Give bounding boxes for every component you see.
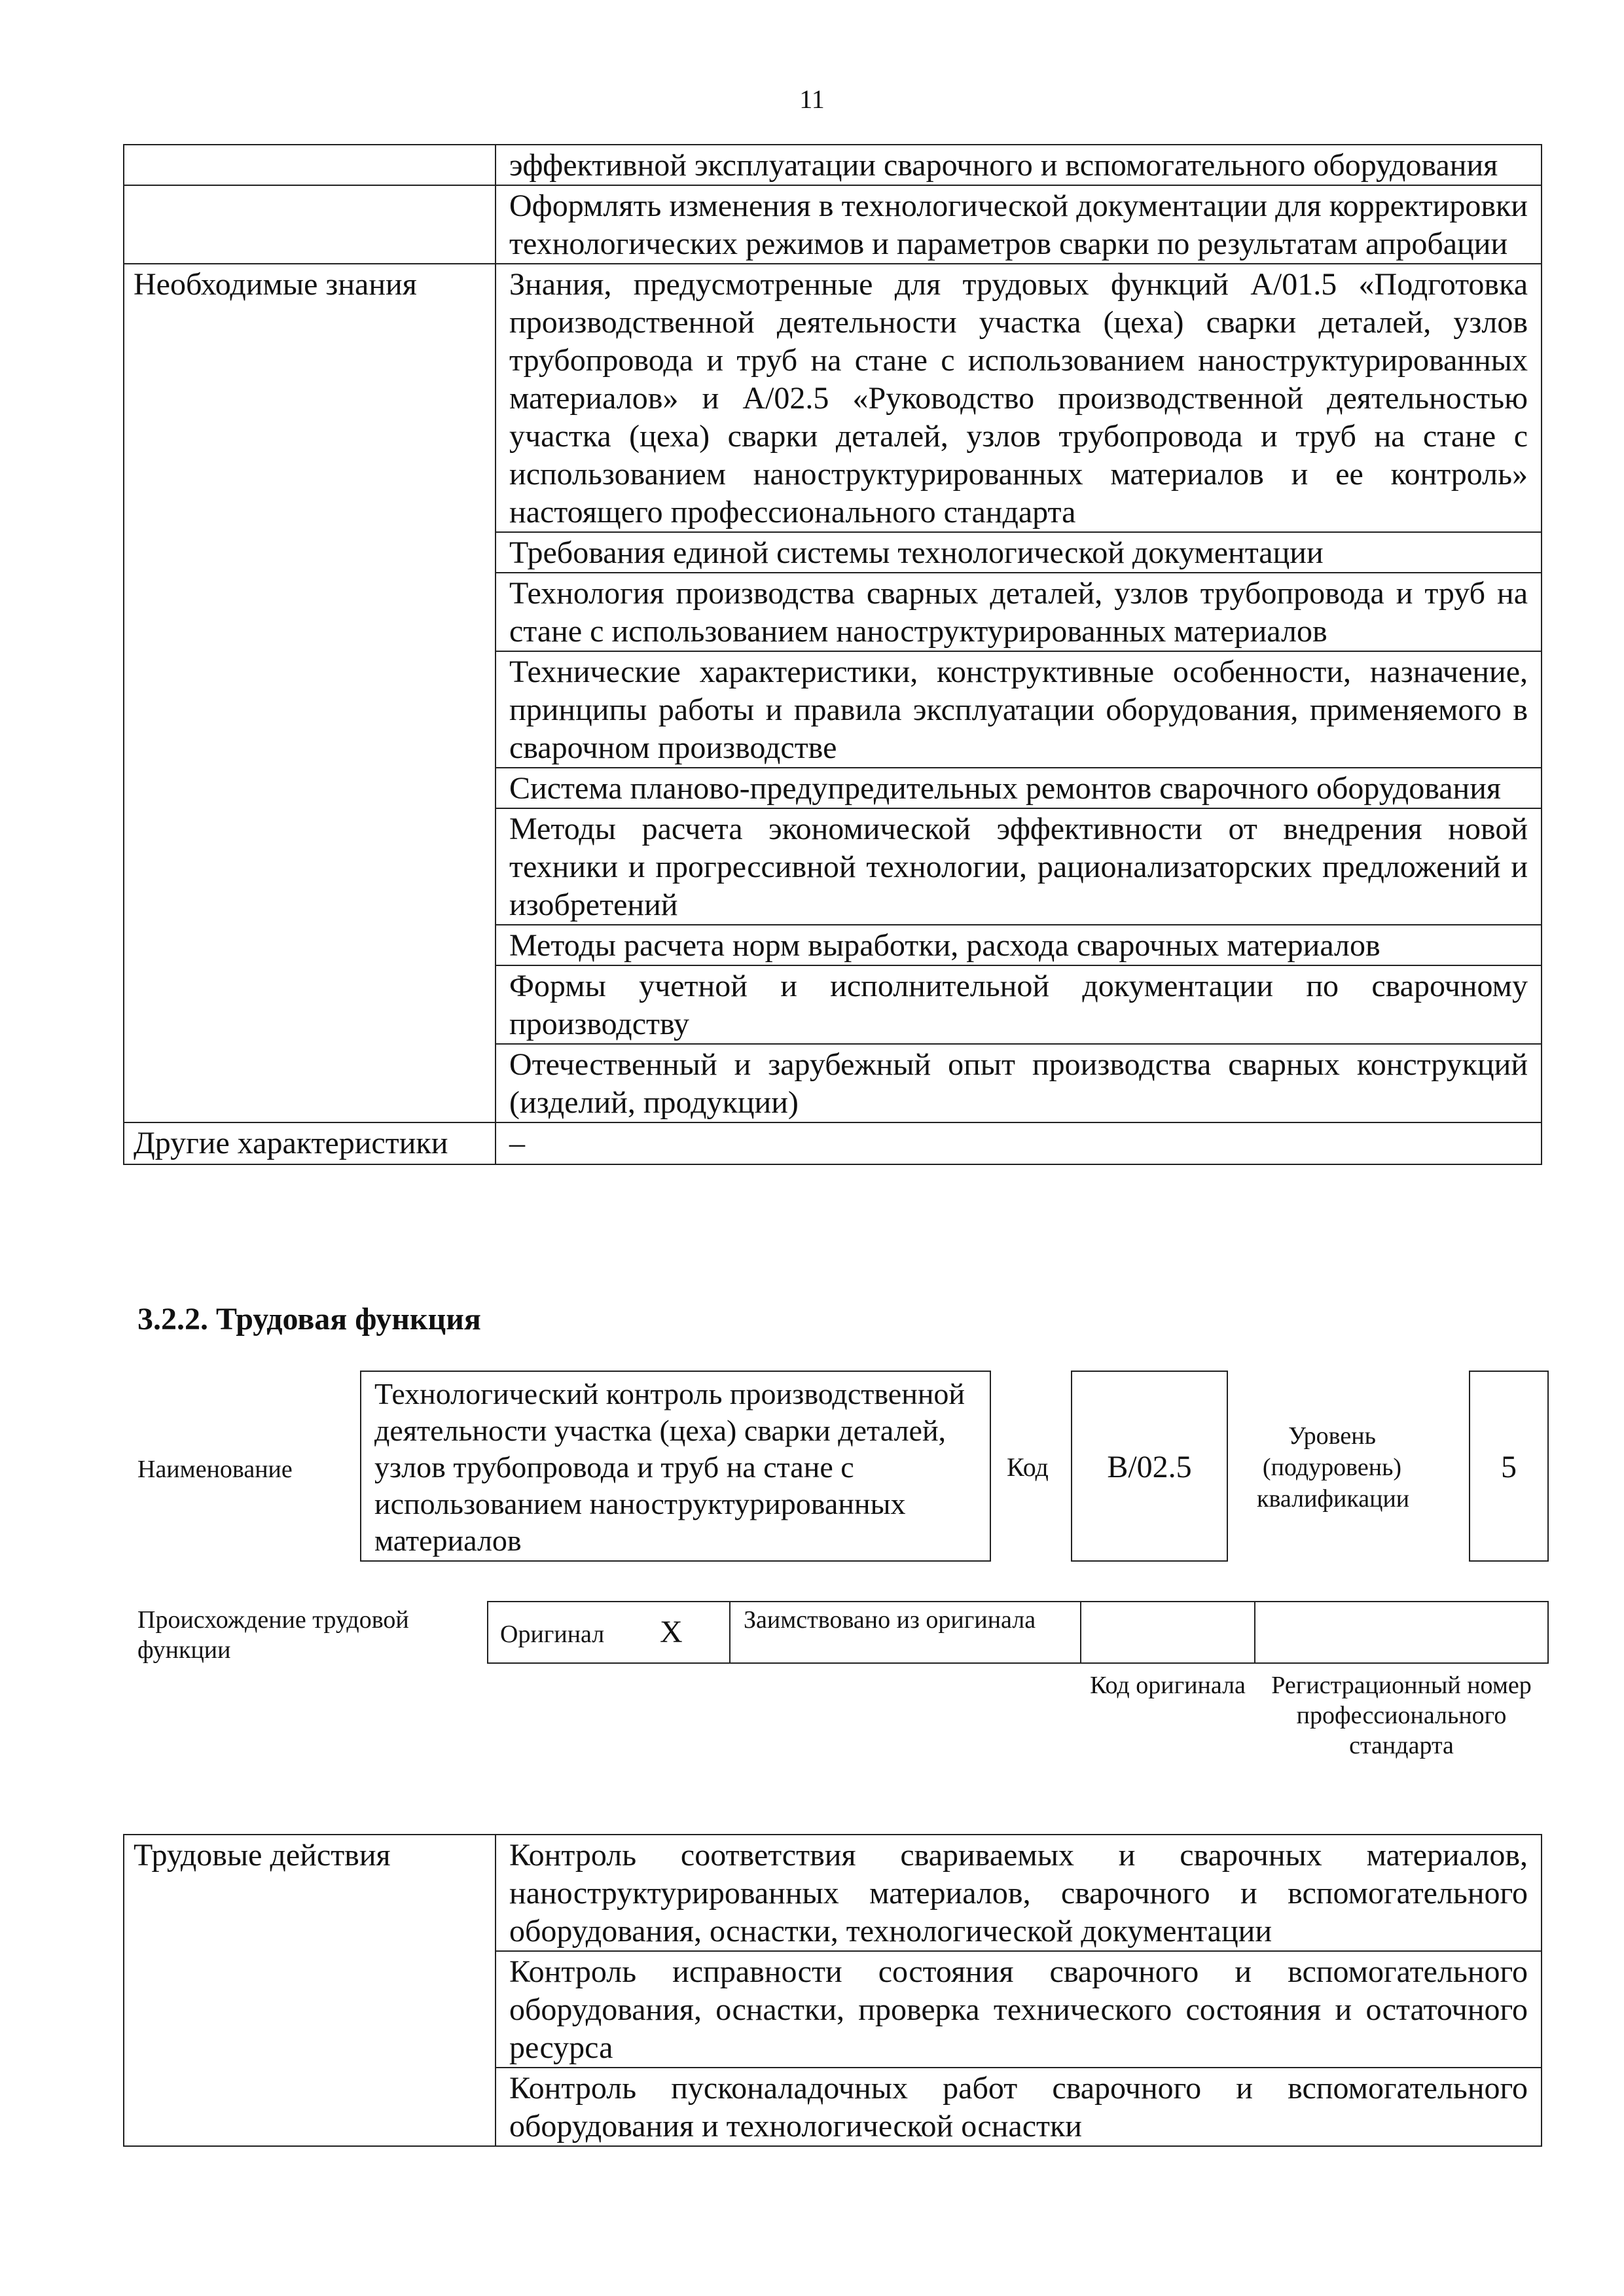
page-number: 11 <box>799 84 825 114</box>
row-text: эффективной эксплуатации сварочного и вспомогательного оборудования <box>496 145 1542 185</box>
table-row <box>124 264 1542 532</box>
function-name-box: Технологический контроль производственной деятельности участка (цеха) сварки деталей, узлов трубопровода и труб на стане с использованием наноструктурированных материалов <box>360 1371 991 1562</box>
table-row <box>124 185 1542 264</box>
labor-actions-label: Трудовые действия <box>124 1835 496 2146</box>
code-value-box: В/02.5 <box>1071 1371 1228 1562</box>
row-label <box>124 145 496 185</box>
origin-label: Происхождение трудовой функции <box>137 1606 409 1664</box>
row-text: – <box>496 1122 1542 1164</box>
table-row <box>124 1122 1542 1164</box>
original-label: Оригинал <box>500 1621 605 1648</box>
row-text: Оформлять изменения в технологической документации для корректировки технологических режимов и параметров сварки по результатам апробации <box>496 185 1542 264</box>
table-row <box>124 1835 1542 1951</box>
table-row <box>124 145 1542 185</box>
labor-actions-table <box>123 1834 1542 2147</box>
name-label: Наименование <box>137 1456 293 1483</box>
code-original-cell <box>1080 1601 1255 1664</box>
borrowed-label: Заимствовано из оригинала <box>744 1606 1036 1634</box>
code-label: Код <box>1007 1452 1049 1482</box>
level-label: Уровень (подуровень) квалификации <box>1257 1422 1410 1513</box>
row-text: Система планово-предупредительных ремонтов сварочного оборудования <box>496 768 1542 808</box>
row-text: Методы расчета экономической эффективности от внедрения новой техники и прогрессивной технологии, рационализаторских предложений и изобретений <box>496 808 1542 925</box>
original-cell <box>487 1601 731 1664</box>
row-text: Требования единой системы технологической документации <box>496 532 1542 573</box>
row-text: Контроль пусконаладочных работ сварочного и вспомогательного оборудования и технологической оснастки <box>496 2068 1542 2146</box>
row-text: Технические характеристики, конструктивные особенности, назначение, принципы работы и правила эксплуатации оборудования, применяемого в сварочном производстве <box>496 651 1542 768</box>
row-text: Контроль соответствия свариваемых и сварочных материалов, наноструктурированных материалов, сварочного и вспомогательного оборудования, оснастки, технологической документации <box>496 1835 1542 1951</box>
reg-number-cell <box>1254 1601 1549 1664</box>
row-text: Технология производства сварных деталей, узлов трубопровода и труб на стане с использованием наноструктурированных материалов <box>496 573 1542 651</box>
row-label <box>124 185 496 264</box>
row-text: Формы учетной и исполнительной документации по сварочному производству <box>496 965 1542 1044</box>
reg-number-caption: Регистрационный номер профессионального стандарта <box>1271 1672 1532 1759</box>
code-original-caption: Код оригинала <box>1090 1672 1246 1699</box>
original-mark: Х <box>660 1615 683 1649</box>
row-text: Отечественный и зарубежный опыт производства сварных конструкций (изделий, продукции) <box>496 1044 1542 1122</box>
row-text: Методы расчета норм выработки, расхода сварочных материалов <box>496 925 1542 965</box>
row-text: Контроль исправности состояния сварочного и вспомогательного оборудования, оснастки, проверка технического состояния и остаточного ресурса <box>496 1951 1542 2068</box>
knowledge-table <box>123 144 1542 1165</box>
section-heading: 3.2.2. Трудовая функция <box>137 1302 481 1336</box>
other-characteristics-label: Другие характеристики <box>124 1122 496 1164</box>
required-knowledge-label: Необходимые знания <box>124 264 496 1122</box>
level-value-box: 5 <box>1469 1371 1549 1562</box>
row-text: Знания, предусмотренные для трудовых функций А/01.5 «Подготовка производственной деятельности участка (цеха) сварки деталей, узлов трубопровода и труб на стане с использованием наноструктурированных материалов» и А/02.5 «Руководство производственной деятельностью участка (цеха) сварки деталей, узлов трубопровода и труб на стане с использованием наноструктурированных материалов и ее контроль» настоящего профессионального стандарта <box>496 264 1542 532</box>
borrowed-cell <box>729 1601 1081 1664</box>
